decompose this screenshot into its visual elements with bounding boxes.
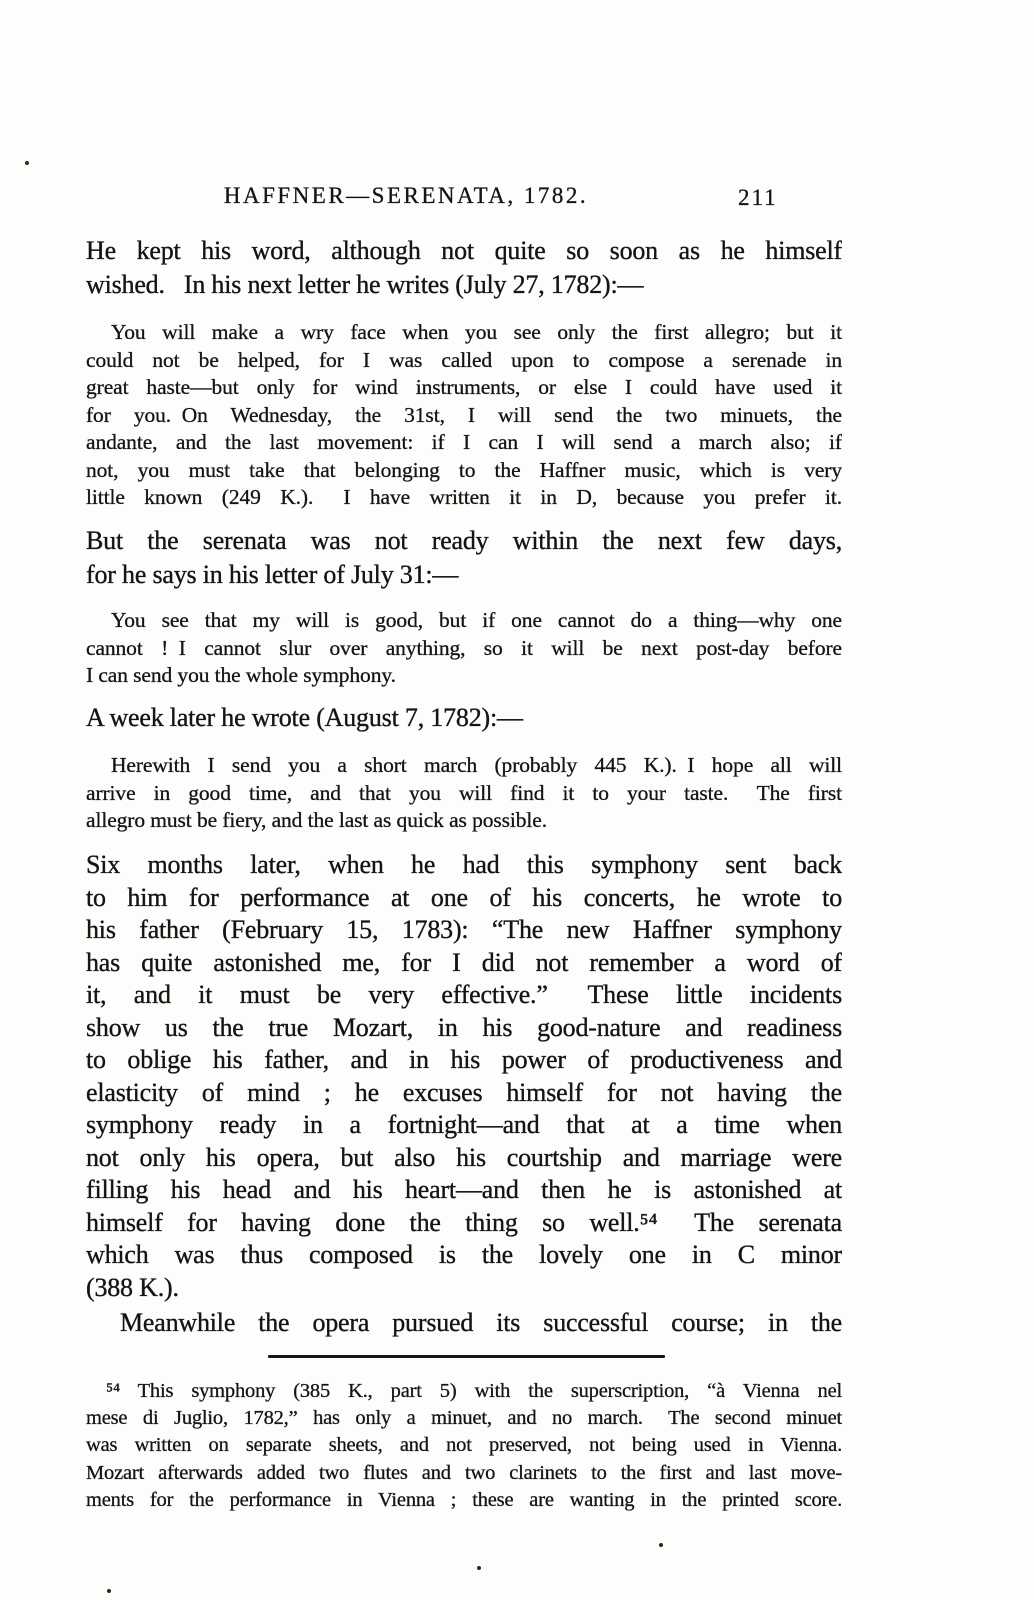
paragraph-six-months-later-line-8: elasticity of mind ; he excuses himself for not having the	[86, 1077, 842, 1107]
letter-quote-july-27-line-2: could not be helped, for I was called upon to compose a serenade in	[86, 347, 842, 372]
paragraph-a-week-later-line-1: A week later he wrote (August 7, 1782):—	[86, 703, 523, 732]
footnote-54-line-1: ⁵⁴ This symphony (385 K., part 5) with the superscription, “à Vienna nel	[106, 1380, 842, 1402]
paragraph-six-months-later-line-10: not only his opera, but also his courtship and marriage were	[86, 1142, 842, 1172]
paragraph-six-months-later-line-4: has quite astonished me, for I did not remember a word of	[86, 947, 842, 977]
running-header	[86, 183, 842, 209]
letter-quote-august-7-line-2: arrive in good time, and that you will find it to your taste. The first	[86, 780, 842, 805]
footnote-54-line-2: mese di Juglio, 1782,” has only a minuet, and no march. The second minuet	[86, 1407, 842, 1430]
paragraph-but-the-serenata-line-1: But the serenata was not ready within the next few days,	[86, 526, 842, 555]
page-number: 211	[738, 185, 778, 210]
letter-quote-july-27-line-4: for you. On Wednesday, the 31st, I will send the two minuets, the	[86, 402, 842, 427]
footnote-54-line-3: was written on separate sheets, and not preserved, not being used in Vienna.	[86, 1434, 842, 1457]
paragraph-six-months-later-line-5: it, and it must be very effective.” These little incidents	[86, 980, 842, 1009]
paragraph-six-months-later-line-14: (388 K.).	[86, 1272, 179, 1302]
letter-quote-july-27-line-6: not, you must take that belonging to the Haffner music, which is very	[86, 457, 842, 482]
letter-quote-july-31-line-3: I can send you the whole symphony.	[86, 663, 396, 687]
running-header-title: HAFFNER—SERENATA, 1782.	[223, 183, 589, 208]
letter-quote-july-31-line-1: You see that my will is good, but if one cannot do a thing—why one	[111, 608, 842, 632]
letter-quote-july-31	[86, 607, 842, 690]
letter-quote-july-27-line-5: andante, and the last movement: if I can I will send a march also; if	[86, 430, 842, 454]
paragraph-he-kept-line-1: He kept his word, although not quite so soon as he himself	[86, 236, 842, 265]
paragraph-but-the-serenata-line-2: for he says in his letter of July 31:—	[86, 559, 459, 589]
letter-quote-august-7-line-3: allegro must be fiery, and the last as quick as possible.	[86, 808, 548, 832]
paragraph-six-months-later-line-3: his father (February 15, 1783): “The new Haffner symphony	[86, 915, 842, 944]
paragraph-six-months-later-line-6: show us the true Mozart, in his good-nature and readiness	[86, 1012, 842, 1042]
paragraph-six-months-later-line-2: to him for performance at one of his concerts, he wrote to	[86, 882, 842, 912]
ink-speck-2	[659, 1543, 663, 1547]
paragraph-six-months-later	[86, 849, 842, 1304]
paragraph-six-months-later-line-11: filling his head and his heart—and then he is astonished at	[86, 1175, 842, 1204]
letter-quote-july-27-line-1: You will make a wry face when you see only the first allegro; but it	[111, 320, 842, 344]
ink-speck-3	[477, 1566, 481, 1570]
paragraph-a-week-later	[86, 701, 842, 735]
paragraph-six-months-later-line-12: himself for having done the thing so well.⁵⁴ The serenata	[86, 1207, 842, 1237]
paragraph-meanwhile-line-1: Meanwhile the opera pursued its successful course; in the	[120, 1308, 842, 1337]
letter-quote-july-31-line-2: cannot ! I cannot slur over anything, so it will be next post-day before	[86, 635, 842, 660]
paragraph-six-months-later-line-7: to oblige his father, and in his power of productiveness and	[86, 1045, 842, 1074]
letter-quote-july-27-line-7: little known (249 K.). I have written it in D, because you prefer it.	[86, 485, 842, 509]
ink-speck-4	[107, 1589, 111, 1593]
letter-quote-july-27-line-3: great haste—but only for wind instruments, or else I could have used it	[86, 375, 842, 399]
ink-speck-1	[25, 161, 29, 165]
footnote-54	[86, 1378, 842, 1514]
paragraph-he-kept-line-2: wished. In his next letter he writes (July 27, 1782):—	[86, 269, 644, 299]
paragraph-but-the-serenata	[86, 524, 842, 591]
letter-quote-july-27	[86, 319, 842, 512]
footnote-separator-rule	[268, 1355, 665, 1358]
paragraph-six-months-later-line-9: symphony ready in a fortnight—and that at a time when	[86, 1110, 842, 1139]
paragraph-six-months-later-line-13: which was thus composed is the lovely one in C minor	[86, 1240, 842, 1269]
letter-quote-august-7-line-1: Herewith I send you a short march (probably 445 K.). I hope all will	[111, 753, 842, 777]
paragraph-six-months-later-line-1: Six months later, when he had this symphony sent back	[86, 850, 842, 879]
letter-quote-august-7	[86, 752, 842, 835]
footnote-54-line-4: Mozart afterwards added two flutes and two clarinets to the first and last move-	[86, 1461, 842, 1484]
paragraph-meanwhile	[86, 1306, 842, 1339]
footnote-54-line-5: ments for the performance in Vienna ; these are wanting in the printed score.	[86, 1488, 842, 1511]
paragraph-he-kept	[86, 234, 842, 301]
